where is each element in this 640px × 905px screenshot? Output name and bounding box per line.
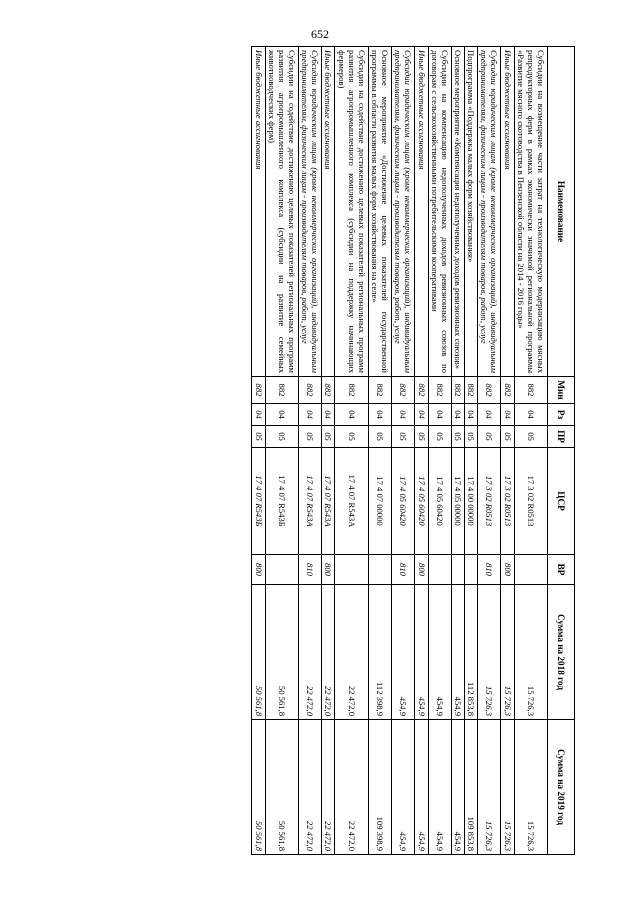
row-csr-cell: 17 4 07 R543Б <box>265 448 298 555</box>
row-rz-cell: 04 <box>335 404 368 426</box>
row-rz-cell: 04 <box>322 404 335 426</box>
table-row <box>501 47 514 855</box>
row-name-cell: Субсидии на содействие достижению целевых показателей региональных программ развития агропромышленного комплекса (субсидии на развитие семейных животноводческих ферм) <box>265 47 298 377</box>
row-min-cell: 882 <box>299 377 322 404</box>
row-min-cell: 882 <box>392 377 415 404</box>
header-rz: Рз <box>548 404 575 426</box>
row-pr-cell: 05 <box>392 426 415 448</box>
row-min-cell: 882 <box>252 377 265 404</box>
row-sum-2019-cell: 22 472,0 <box>299 720 322 855</box>
row-pr-cell: 05 <box>465 426 478 448</box>
header-sum-2018: Сумма на 2018 год <box>548 585 575 720</box>
row-sum-2018-cell: 15 726,3 <box>514 585 547 720</box>
row-sum-2019-cell: 22 472,0 <box>335 720 368 855</box>
row-rz-cell: 04 <box>451 404 464 426</box>
row-sum-2018-cell: 50 561,8 <box>252 585 265 720</box>
row-csr-cell: 17 3 02 R0513 <box>501 448 514 555</box>
row-name-cell: Иные бюджетные ассигнования <box>252 47 265 377</box>
table-row <box>299 47 322 855</box>
row-name-cell: Субсидии на содействие достижению целевых показателей региональных программ развития агропромышленного комплекса (субсидии на поддержку начинающих фермеров) <box>335 47 368 377</box>
row-csr-cell: 17 3 02 R0513 <box>478 448 501 555</box>
row-min-cell: 882 <box>368 377 391 404</box>
table-row <box>514 47 547 855</box>
page-number: 652 <box>311 27 329 41</box>
row-sum-2018-cell: 454,9 <box>415 585 428 720</box>
row-pr-cell: 05 <box>478 426 501 448</box>
header-pr: ПР <box>548 426 575 448</box>
row-csr-cell: 17 4 05 60420 <box>415 448 428 555</box>
budget-table <box>251 46 575 855</box>
row-sum-2019-cell: 109 853,8 <box>465 720 478 855</box>
row-vr-cell: 810 <box>478 555 501 585</box>
row-name-cell: Субсидии юридическим лицам (кроме некоммерческих организаций), индивидуальным предпринимателям, физическим лицам - производителям товаров, работ, услуг <box>299 47 322 377</box>
rotated-table-container <box>61 46 575 854</box>
row-pr-cell: 05 <box>451 426 464 448</box>
row-vr-cell: 800 <box>501 555 514 585</box>
table-row <box>392 47 415 855</box>
row-name-cell: Иные бюджетные ассигнования <box>415 47 428 377</box>
row-vr-cell: 810 <box>392 555 415 585</box>
row-rz-cell: 04 <box>265 404 298 426</box>
row-min-cell: 882 <box>265 377 298 404</box>
table-row <box>465 47 478 855</box>
row-sum-2019-cell: 15 726,3 <box>478 720 501 855</box>
row-min-cell: 882 <box>501 377 514 404</box>
row-sum-2019-cell: 15 726,3 <box>501 720 514 855</box>
row-name-cell: Субсидии на возмещение части затрат на технологическую модернизацию мясных репродукторных ферм в рамках экономически значимой региональной программы «Развитие мясного скотоводства в Пензенской области на 2014 - 2016 годы» <box>514 47 547 377</box>
row-csr-cell: 17 4 07 00000 <box>368 448 391 555</box>
row-vr-cell <box>368 555 391 585</box>
header-min: Мин <box>548 377 575 404</box>
row-sum-2018-cell: 112 853,8 <box>465 585 478 720</box>
row-rz-cell: 04 <box>252 404 265 426</box>
row-min-cell: 882 <box>428 377 451 404</box>
row-min-cell: 882 <box>465 377 478 404</box>
table-row <box>415 47 428 855</box>
row-sum-2019-cell: 15 726,3 <box>514 720 547 855</box>
row-sum-2019-cell: 50 561,8 <box>252 720 265 855</box>
row-vr-cell <box>514 555 547 585</box>
row-pr-cell: 05 <box>428 426 451 448</box>
row-pr-cell: 05 <box>415 426 428 448</box>
row-sum-2018-cell: 15 726,3 <box>478 585 501 720</box>
row-sum-2018-cell: 454,9 <box>392 585 415 720</box>
row-rz-cell: 04 <box>299 404 322 426</box>
header-sum-2019: Сумма на 2019 год <box>548 720 575 855</box>
row-rz-cell: 04 <box>415 404 428 426</box>
row-vr-cell <box>335 555 368 585</box>
row-pr-cell: 05 <box>265 426 298 448</box>
row-rz-cell: 04 <box>514 404 547 426</box>
row-vr-cell: 800 <box>415 555 428 585</box>
row-csr-cell: 17 4 05 00000 <box>451 448 464 555</box>
row-csr-cell: 17 4 07 R543А <box>322 448 335 555</box>
row-name-cell: Основное мероприятие «Компенсация недополученных доходов ревизионных союзов» <box>451 47 464 377</box>
row-rz-cell: 04 <box>428 404 451 426</box>
row-name-cell: Иные бюджетные ассигнования <box>322 47 335 377</box>
row-sum-2018-cell: 112 398,9 <box>368 585 391 720</box>
row-rz-cell: 04 <box>501 404 514 426</box>
row-vr-cell <box>428 555 451 585</box>
row-name-cell: Основное мероприятие «Достижение целевых показателей государственной программы в области развития малых форм хозяйствования на селе» <box>368 47 391 377</box>
row-csr-cell: 17 4 05 60420 <box>428 448 451 555</box>
header-csr: ЦСР <box>548 448 575 555</box>
row-rz-cell: 04 <box>465 404 478 426</box>
row-pr-cell: 05 <box>322 426 335 448</box>
table-row <box>428 47 451 855</box>
table-header-row <box>548 47 575 855</box>
row-pr-cell: 05 <box>252 426 265 448</box>
row-sum-2019-cell: 454,9 <box>428 720 451 855</box>
row-sum-2018-cell: 22 472,0 <box>322 585 335 720</box>
row-csr-cell: 17 4 07 R543А <box>299 448 322 555</box>
table-row <box>368 47 391 855</box>
table-row <box>451 47 464 855</box>
row-min-cell: 882 <box>451 377 464 404</box>
row-csr-cell: 17 3 02 R0513 <box>514 448 547 555</box>
row-sum-2018-cell: 454,9 <box>428 585 451 720</box>
row-vr-cell <box>451 555 464 585</box>
row-pr-cell: 05 <box>501 426 514 448</box>
row-vr-cell: 800 <box>322 555 335 585</box>
row-name-cell: Субсидии на компенсацию недополученных доходов ревизионных союзов по договорам с сельскохозяйственными потребительскими кооперативами <box>428 47 451 377</box>
row-vr-cell <box>265 555 298 585</box>
table-row <box>265 47 298 855</box>
row-min-cell: 882 <box>415 377 428 404</box>
row-rz-cell: 04 <box>392 404 415 426</box>
table-row <box>252 47 265 855</box>
row-name-cell: Иные бюджетные ассигнования <box>501 47 514 377</box>
row-csr-cell: 17 4 00 00000 <box>465 448 478 555</box>
row-min-cell: 882 <box>335 377 368 404</box>
table-row <box>322 47 335 855</box>
row-name-cell: Подпрограмма «Поддержка малых форм хозяйствования» <box>465 47 478 377</box>
row-min-cell: 882 <box>478 377 501 404</box>
row-pr-cell: 05 <box>299 426 322 448</box>
table-body <box>252 47 548 855</box>
row-min-cell: 882 <box>322 377 335 404</box>
row-rz-cell: 04 <box>478 404 501 426</box>
row-vr-cell <box>465 555 478 585</box>
row-min-cell: 882 <box>514 377 547 404</box>
row-csr-cell: 17 4 07 R543А <box>335 448 368 555</box>
row-pr-cell: 05 <box>368 426 391 448</box>
table-row <box>478 47 501 855</box>
row-pr-cell: 05 <box>514 426 547 448</box>
row-name-cell: Субсидии юридическим лицам (кроме некоммерческих организаций), индивидуальным предпринимателям, физическим лицам - производителям товаров, работ, услуг <box>478 47 501 377</box>
row-pr-cell: 05 <box>335 426 368 448</box>
row-sum-2018-cell: 50 561,8 <box>265 585 298 720</box>
row-sum-2019-cell: 454,9 <box>415 720 428 855</box>
row-sum-2018-cell: 22 472,0 <box>299 585 322 720</box>
row-sum-2018-cell: 15 726,3 <box>501 585 514 720</box>
row-csr-cell: 17 4 05 60420 <box>392 448 415 555</box>
header-vr: ВР <box>548 555 575 585</box>
row-sum-2019-cell: 454,9 <box>392 720 415 855</box>
row-sum-2019-cell: 22 472,0 <box>322 720 335 855</box>
row-sum-2019-cell: 50 561,8 <box>265 720 298 855</box>
row-sum-2018-cell: 22 472,0 <box>335 585 368 720</box>
row-csr-cell: 17 4 07 R543Б <box>252 448 265 555</box>
row-vr-cell: 810 <box>299 555 322 585</box>
row-rz-cell: 04 <box>368 404 391 426</box>
row-sum-2019-cell: 454,9 <box>451 720 464 855</box>
row-name-cell: Субсидии юридическим лицам (кроме некоммерческих организаций), индивидуальным предпринимателям, физическим лицам - производителям товаров, работ, услуг <box>392 47 415 377</box>
row-sum-2018-cell: 454,9 <box>451 585 464 720</box>
row-vr-cell: 800 <box>252 555 265 585</box>
row-sum-2019-cell: 109 398,9 <box>368 720 391 855</box>
header-name: Наименование <box>548 47 575 377</box>
table-row <box>335 47 368 855</box>
